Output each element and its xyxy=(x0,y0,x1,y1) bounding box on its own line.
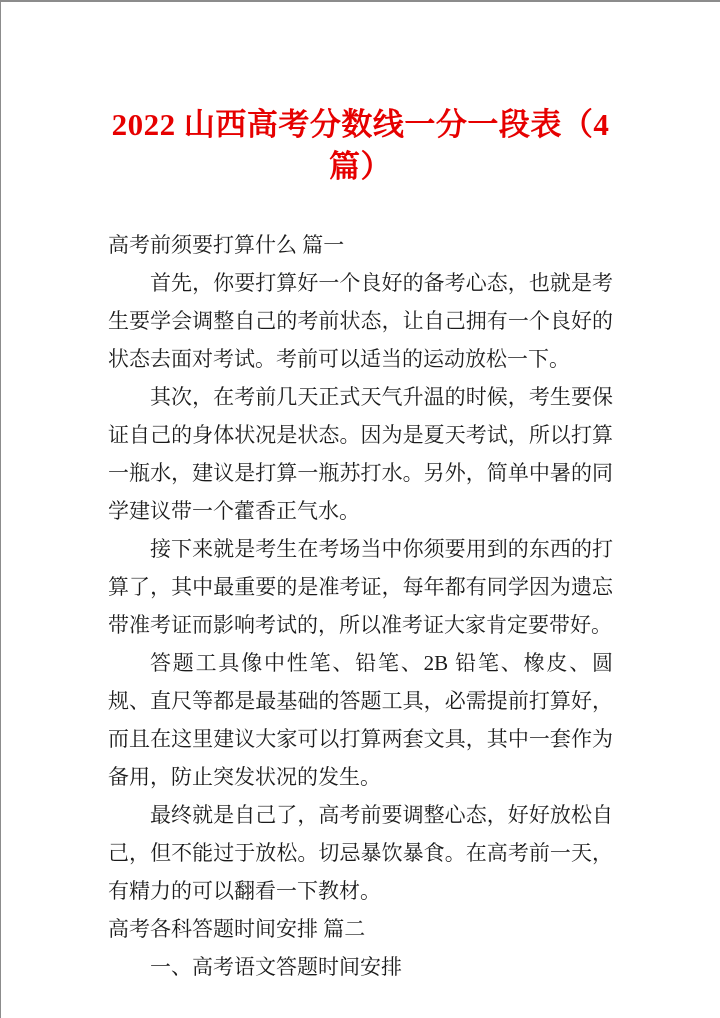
section-heading: 高考各科答题时间安排 篇二 xyxy=(108,917,366,941)
body-paragraph: 一、高考语文答题时间安排 xyxy=(150,955,402,979)
body-paragraph: 接下来就是考生在考场当中你须要用到的东西的打算了，其中最重要的是准考证，每年都有同学因为遗忘带准考证而影响考试的，所以准考证大家肯定要带好。 xyxy=(108,537,613,637)
document-body xyxy=(108,226,613,986)
body-paragraph: 最终就是自己了，高考前要调整心态，好好放松自己，但不能过于放松。切忌暴饮暴食。在高考前一天，有精力的可以翻看一下教材。 xyxy=(108,803,613,903)
section-heading: 高考前须要打算什么 篇一 xyxy=(108,233,345,257)
body-paragraph: 答题工具像中性笔、铅笔、2B 铅笔、橡皮、圆规、直尺等都是最基础的答题工具，必需提前打算好，而且在这里建议大家可以打算两套文具，其中一套作为备用，防止突发状况的发生。 xyxy=(108,651,613,789)
document-title: 2022 山西高考分数线一分一段表（4 篇） xyxy=(111,107,610,184)
body-paragraph: 其次，在考前几天正式天气升温的时候，考生要保证自己的身体状况是状态。因为是夏天考试，所以打算一瓶水，建议是打算一瓶苏打水。另外，简单中暑的同学建议带一个藿香正气水。 xyxy=(108,385,613,523)
document-content xyxy=(1,2,720,986)
body-paragraph: 首先，你要打算好一个良好的备考心态，也就是考生要学会调整自己的考前状态，让自己拥有一个良好的状态去面对考试。考前可以适当的运动放松一下。 xyxy=(108,271,613,371)
